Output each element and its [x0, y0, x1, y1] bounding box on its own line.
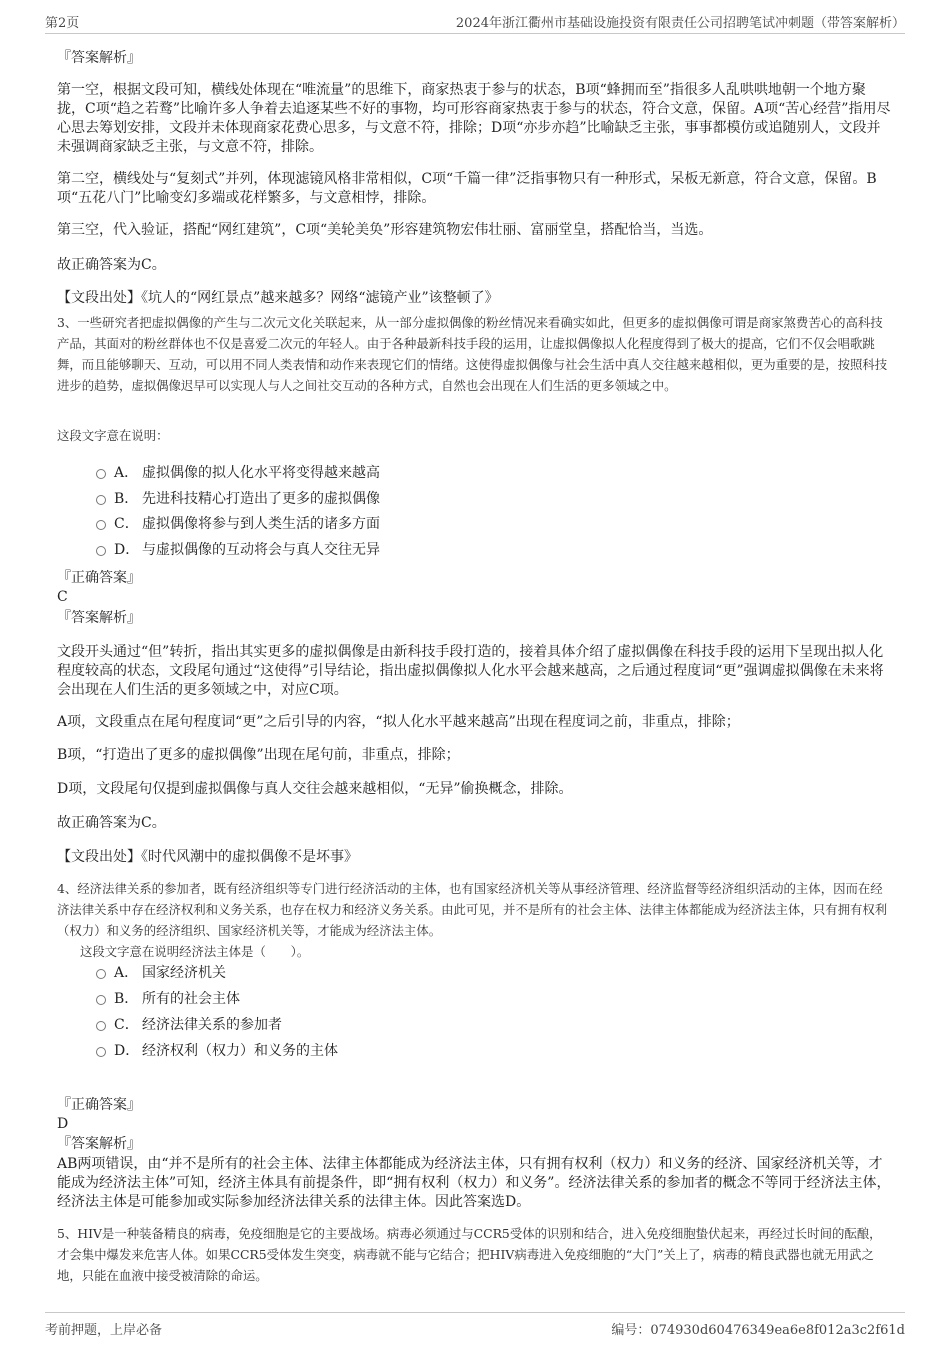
q3-analysis-label: 『答案解析』 [57, 610, 141, 626]
option-key: A． [114, 465, 139, 481]
q3-answer-label: 『正确答案』 [57, 570, 141, 586]
q4-option-a[interactable] [96, 963, 226, 983]
q4-question: 这段文字意在说明经济法主体是（ ）。 [80, 944, 310, 959]
q5-stem: 5、HIV是一种装备精良的病毒，免疫细胞是它的主要战场。病毒必须通过与CCR5受体的识别和结合，进入免疫细胞蛰伏起来，再经过长时间的酝酿，才会集中爆发来危害人体。如果CCR5受体发生突变，病毒就不能与它结合；把HIV病毒进入免疫细胞的“大门”关上了，病毒的精良武器也就无用武之地，只能在血液中接受被清除的命运。 [57, 1226, 882, 1283]
option-key: C． [114, 1017, 139, 1033]
q3-analysis-conclusion: 故正确答案为C。 [57, 815, 166, 831]
q2-analysis-conclusion: 故正确答案为C。 [57, 257, 166, 273]
q3-option-c[interactable] [96, 514, 380, 534]
q2-analysis-para3: 第三空，代入验证，搭配“网红建筑”，C项“美轮美奂”形容建筑物宏伟壮丽、富丽堂皇，搭配恰当，当选。 [57, 222, 713, 238]
radio-icon[interactable] [96, 995, 106, 1005]
option-text: 与虚拟偶像的互动将会与真人交往无异 [142, 542, 380, 558]
radio-icon[interactable] [96, 1021, 106, 1031]
q4-analysis-label: 『答案解析』 [57, 1136, 141, 1152]
q4-answer-label: 『正确答案』 [57, 1097, 141, 1113]
q3-analysis-para1: 文段开头通过“但”转折，指出其实更多的虚拟偶像是由新科技手段打造的，接着具体介绍了虚拟偶像在科技手段的运用下呈现出拟人化程度较高的状态，文段尾句通过“这使得”引导结论，指出虚拟偶像拟人化水平会越来越高，之后通过程度词“更”强调虚拟偶像在未来将会出现在人们生活的更多领域之中，对应C项。 [57, 644, 884, 698]
page-number: 第2页 [45, 16, 80, 31]
q3-question: 这段文字意在说明： [57, 428, 169, 443]
q4-analysis: AB两项错误，由“并不是所有的社会主体、法律主体都能成为经济法主体，只有拥有权利（权力）和义务的经济、国家经济机关等，才能成为经济法主体”可知，经济主体具有前提条件，即“拥有权利（权力）和义务”。经济法律关系的参加者的概念不等同于经济法主体，经济法主体是可能参加或实际参加经济法律关系的法律主体。因此答案选D。 [57, 1156, 891, 1210]
radio-icon[interactable] [96, 520, 106, 530]
q3-analysis-para3: B项，“打造出了更多的虚拟偶像”出现在尾句前，非重点，排除； [57, 747, 460, 763]
option-text: 经济法律关系的参加者 [142, 1017, 282, 1033]
option-key: B． [114, 991, 139, 1007]
q3-stem: 3、一些研究者把虚拟偶像的产生与二次元文化关联起来，从一部分虚拟偶像的粉丝情况来看确实如此，但更多的虚拟偶像可谓是商家煞费苦心的高科技产品，其面对的粉丝群体也不仅是喜爱二次元的年轻人。由于各种最新科技手段的运用，让虚拟偶像拟人化程度得到了极大的提高，它们不仅会唱歌跳舞，而且能够聊天、互动，可以用不同人类表情和动作来表现它们的情绪。这使得虚拟偶像与社会生活中真人交往越来越相似，更为重要的是，按照科技进步的趋势，虚拟偶像迟早可以实现人与人之间社交互动的各种方式，自然也会出现在人们生活的更多领域之中。 [57, 315, 888, 393]
option-key: D． [114, 542, 140, 558]
option-text: 虚拟偶像将参与到人类生活的诸多方面 [142, 516, 380, 532]
q2-analysis-para2: 第二空，横线处与“复刻式”并列，体现滤镜风格非常相似，C项“千篇一律”泛指事物只有一种形式，呆板无新意，符合文意，保留。B项“五花八门”比喻变幻多端或花样繁多，与文意相悖，排除。 [57, 171, 877, 206]
option-key: C． [114, 516, 139, 532]
option-key: D． [114, 1043, 140, 1059]
radio-icon[interactable] [96, 1047, 106, 1057]
q3-source: 【文段出处】《时代风潮中的虚拟偶像不是坏事》 [57, 849, 358, 865]
q3-analysis-para4: D项，文段尾句仅提到虚拟偶像与真人交往会越来越相似，“无异”偷换概念，排除。 [57, 781, 573, 797]
q4-answer: D [57, 1116, 69, 1132]
page-header [45, 8, 905, 34]
page-footer [45, 1312, 905, 1338]
radio-icon[interactable] [96, 969, 106, 979]
q4-option-d[interactable] [96, 1041, 338, 1061]
q3-answer: C [57, 589, 68, 605]
q3-analysis-para2: A项，文段重点在尾句程度词“更”之后引导的内容，“拟人化水平越来越高”出现在程度词之前，非重点，排除； [57, 714, 740, 730]
option-text: 国家经济机关 [142, 965, 226, 981]
radio-icon[interactable] [96, 469, 106, 479]
footer-slogan: 考前押题，上岸必备 [45, 1323, 163, 1338]
option-key: A． [114, 965, 139, 981]
q3-option-a[interactable] [96, 463, 380, 483]
option-text: 所有的社会主体 [142, 991, 240, 1007]
q3-option-d[interactable] [96, 540, 380, 560]
document-id: 编号：074930d60476349ea6e8f012a3c2f61d [611, 1323, 905, 1338]
q3-option-b[interactable] [96, 489, 380, 509]
q2-analysis-label: 『答案解析』 [57, 50, 141, 66]
q4-option-b[interactable] [96, 989, 240, 1009]
q4-option-c[interactable] [96, 1015, 282, 1035]
option-key: B． [114, 491, 139, 507]
q4-stem: 4、经济法律关系的参加者，既有经济组织等专门进行经济活动的主体，也有国家经济机关等从事经济管理、经济监督等经济组织活动的主体，因而在经济法律关系中存在经济权利和义务关系，也存在权力和经济义务关系。由此可见，并不是所有的社会主体、法律主体都能成为经济法主体，只有拥有权利（权力）和义务的经济组织、国家经济机关等，才能成为经济法主体。 [57, 881, 888, 938]
q2-analysis-para1: 第一空，根据文段可知，横线处体现在“唯流量”的思维下，商家热衷于参与的状态，B项“蜂拥而至”指很多人乱哄哄地朝一个地方聚拢，C项“趋之若鹜”比喻许多人争着去追逐某些不好的事物，均可形容商家热衷于参与的状态，符合文意，保留。A项“苦心经营”指用尽心思去筹划安排，文段并未体现商家花费心思多，与文意不符，排除；D项“亦步亦趋”比喻缺乏主张，事事都模仿或追随别人，文段并未强调商家缺乏主张，与文意不符，排除。 [57, 82, 891, 155]
radio-icon[interactable] [96, 546, 106, 556]
q2-source: 【文段出处】《坑人的“网红景点”越来越多？网络“滤镜产业”该整顿了》 [57, 290, 499, 306]
option-text: 虚拟偶像的拟人化水平将变得越来越高 [142, 465, 380, 481]
option-text: 经济权利（权力）和义务的主体 [142, 1043, 338, 1059]
radio-icon[interactable] [96, 495, 106, 505]
option-text: 先进科技精心打造出了更多的虚拟偶像 [142, 491, 380, 507]
document-title: 2024年浙江衢州市基础设施投资有限责任公司招聘笔试冲刺题（带答案解析） [455, 16, 905, 31]
